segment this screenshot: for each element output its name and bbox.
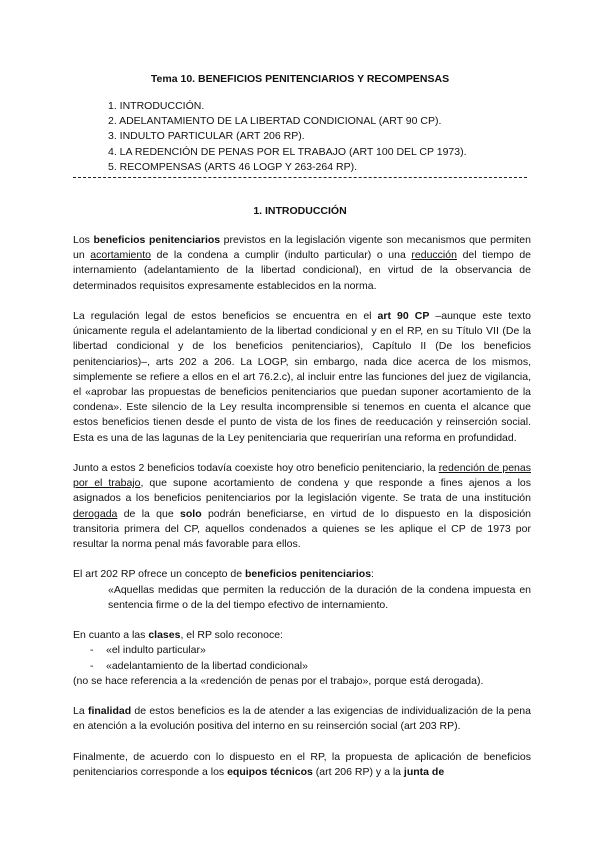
dashed-divider	[73, 177, 527, 178]
list-item: - «adelantamiento de la libertad condicional»	[90, 659, 308, 672]
toc-item: 1. INTRODUCCIÓN.	[108, 100, 205, 112]
concept-quote: «Aquellas medidas que permiten la reducción de la duración de la condena impuesta en sentencia firme o de la del tiempo efectivo de internamiento.	[108, 583, 531, 611]
toc-item: 4. LA REDENCIÓN DE PENAS POR EL TRABAJO (ART 100 DEL CP 1973).	[108, 145, 467, 158]
toc-item: 5. RECOMPENSAS (ARTS 46 LOGP Y 263-264 RP).	[108, 160, 357, 173]
document-body	[73, 233, 531, 780]
list-item: - «el indulto particular»	[90, 644, 206, 657]
paragraph-redencion: Junto a estos 2 beneficios todavía coexiste hoy otro beneficio penitenciario, la redención de penas por el trabajo, que supone acortamiento de condena y que responde a fines ajenos a los asignados a los beneficios penitenciarios por la legislación vigente. Se trata de una institución derogada de la que solo podrán beneficiarse, en virtud de lo dispuesto en la disposición transitoria primera del CP, aquellos condenados a quienes se les aplique el CP de 1973 por resultar la norma penal más favorable para ellos.	[73, 462, 531, 551]
paragraph-regulation: La regulación legal de estos beneficios se encuentra en el art 90 CP –aunque este texto únicamente regula el adelantamiento de la libertad condicional y en el RP, en su Título VII (De la libertad condicional y de los beneficios penitenciarios), Capítulo II (De los beneficios penitenciarios)–, arts 202 a 206. La LOGP, sin embargo, nada dice acerca de los mismos, simplemente se refiere a ellos en el art 76.2.c), al incluir entre las funciones del juez de vigilancia, el «aprobar las propuestas de beneficios penitenciarios que puedan suponer acortamiento de la condena». Este silencio de la Ley resulta incomprensible si tenemos en cuenta el alcance que estos beneficios tienen desde el punto de vista de los fines de reeducación y reinserción social. Esta es una de las lagunas de la Ley penitenciaria que requerirían una reforma en profundidad.	[73, 310, 531, 444]
toc-item: 2. ADELANTAMIENTO DE LA LIBERTAD CONDICIONAL (ART 90 CP).	[108, 115, 442, 128]
paragraph-intro: Los beneficios penitenciarios previstos en la legislación vigente son mecanismos que permiten un acortamiento de la condena a cumplir (indulto particular) o una reducción del tiempo de internamiento (adelantamiento de la libertad condicional), en virtud de la observancia de determinados requisitos expresamente establecidos en la norma.	[73, 234, 531, 292]
clases-note: (no se hace referencia a la «redención de penas por el trabajo», porque está derogada).	[73, 674, 484, 687]
document-title: Tema 10. BENEFICIOS PENITENCIARIOS Y RECOMPENSAS	[150, 73, 450, 85]
paragraph-finalidad: La finalidad de estos beneficios es la de atender a las exigencias de individualización de la pena en atención a la evolución positiva del interno en su reinserción social (art 203 RP).	[73, 705, 531, 733]
section-heading: 1. INTRODUCCIÓN	[253, 205, 347, 217]
paragraph-concept: El art 202 RP ofrece un concepto de beneficios penitenciarios: «Aquellas medidas que permiten la reducción de la duración de la condena impuesta en sentencia firme o de la del tiempo efectivo de internamiento.	[73, 567, 531, 613]
paragraph-clases: En cuanto a las clases, el RP solo reconoce: - «el indulto particular» - «adelantamiento de la libertad condicional» (no se hace referencia a la «redención de penas por el trabajo», porque está derogada).	[73, 628, 531, 689]
table-of-contents	[108, 99, 467, 175]
paragraph-propuesta: Finalmente, de acuerdo con lo dispuesto en el RP, la propuesta de aplicación de beneficios penitenciarios corresponde a los equipos técnicos (art 206 RP) y a la junta de	[73, 750, 531, 779]
toc-item: 3. INDULTO PARTICULAR (ART 206 RP).	[108, 130, 305, 143]
clases-list	[73, 643, 531, 673]
